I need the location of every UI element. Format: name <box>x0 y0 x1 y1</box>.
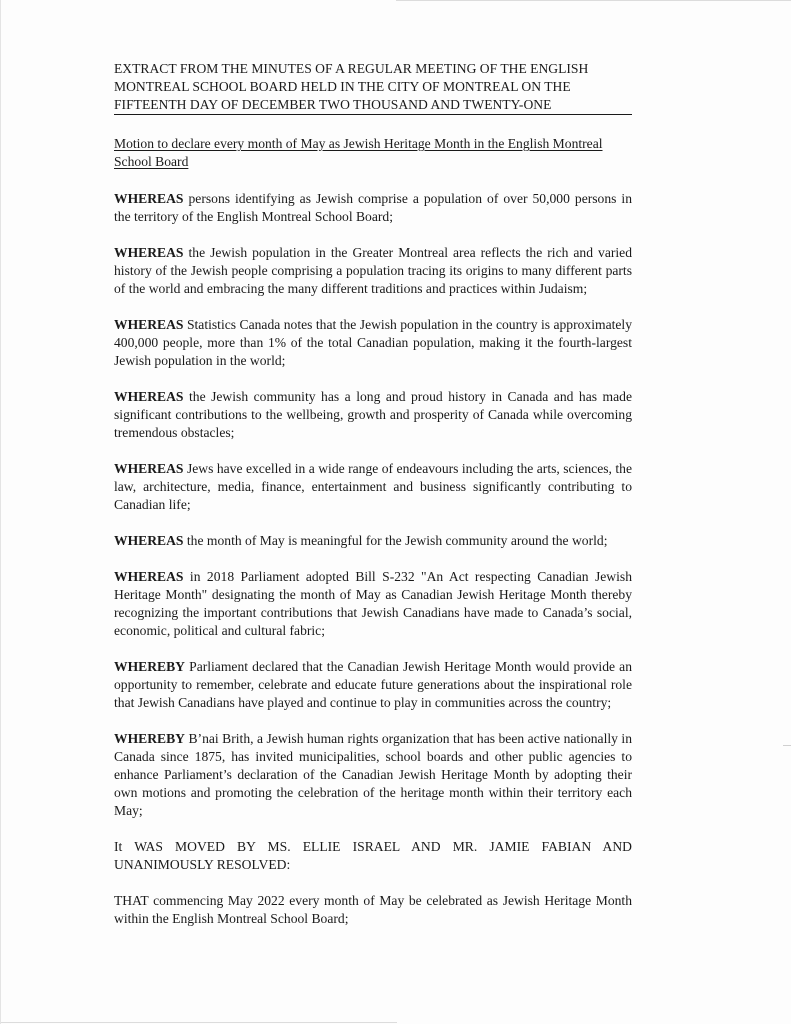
clause-text: the month of May is meaningful for the Jewish community around the world; <box>183 533 608 548</box>
whereby-clause-1 <box>114 658 632 712</box>
scan-mark <box>783 745 791 746</box>
clause-keyword: WHEREAS <box>114 461 184 476</box>
clause-keyword: WHEREAS <box>114 389 184 404</box>
heading-line-3: FIFTEENTH DAY OF DECEMBER TWO THOUSAND AND TWENTY-ONE <box>114 96 632 115</box>
clause-keyword: WHEREAS <box>114 245 184 260</box>
motion-title: Motion to declare every month of May as Jewish Heritage Month in the English Montreal School Board <box>114 136 603 169</box>
scan-edge-top <box>396 0 791 1</box>
clause-text: Parliament declared that the Canadian Jewish Heritage Month would provide an opportunity to remember, celebrate and educate future generations about the inspirational role that Jewish Canadians have played and continue to play in communities across the country; <box>114 659 632 710</box>
whereas-clause-2 <box>114 244 632 298</box>
clause-text: B’nai Brith, a Jewish human rights organization that has been active nationally in Canada since 1875, has invited municipalities, school boards and other public agencies to enhance Parliament’s declaration of the Canadian Jewish Heritage Month by adopting their own motions and promoting the celebration of the heritage month within their territory each May; <box>114 731 632 818</box>
moved-statement: It WAS MOVED BY MS. ELLIE ISRAEL AND MR. JAMIE FABIAN AND UNANIMOUSLY RESOLVED: <box>114 839 632 872</box>
heading-line-2: MONTREAL SCHOOL BOARD HELD IN THE CITY OF MONTREAL ON THE <box>114 79 571 94</box>
clause-text: the Jewish population in the Greater Montreal area reflects the rich and varied history of the Jewish people comprising a population tracing its origins to many different parts of the world and embracing the many different traditions and practices within Judaism; <box>114 245 632 296</box>
clause-text: the Jewish community has a long and proud history in Canada and has made significant contributions to the wellbeing, growth and prosperity of Canada while overcoming tremendous obstacles; <box>114 389 632 440</box>
whereas-clause-7 <box>114 568 632 640</box>
clause-keyword: WHEREAS <box>114 191 184 206</box>
minutes-heading <box>114 60 632 115</box>
clause-keyword: WHEREBY <box>114 731 186 746</box>
clause-keyword: WHEREBY <box>114 659 186 674</box>
clause-text: Statistics Canada notes that the Jewish population in the country is approximately 400,000 people, more than 1% of the total Canadian population, making it the fourth-largest Jewish population in the world; <box>114 317 632 368</box>
whereas-clause-4 <box>114 388 632 442</box>
clause-keyword: WHEREAS <box>114 569 184 584</box>
whereas-clause-6 <box>114 532 632 550</box>
clause-text: Jews have excelled in a wide range of endeavours including the arts, sciences, the law, architecture, media, finance, entertainment and business significantly contributing to Canadian life; <box>114 461 632 512</box>
whereas-clause-5 <box>114 460 632 514</box>
whereas-clause-1 <box>114 190 632 226</box>
heading-line-1: EXTRACT FROM THE MINUTES OF A REGULAR MEETING OF THE ENGLISH <box>114 61 589 76</box>
document-body <box>114 60 632 928</box>
clause-text: persons identifying as Jewish comprise a population of over 50,000 persons in the territory of the English Montreal School Board; <box>114 191 632 224</box>
clause-text: in 2018 Parliament adopted Bill S-232 "An Act respecting Canadian Jewish Heritage Month" designating the month of May as Canadian Jewish Heritage Month thereby recognizing the important contributions that Jewish Canadians have made to Canada’s social, economic, political and cultural fabric; <box>114 569 632 638</box>
whereas-clause-3 <box>114 316 632 370</box>
whereby-clause-2 <box>114 730 632 820</box>
scan-edge-bottom <box>1 1022 397 1023</box>
resolution-clause: THAT commencing May 2022 every month of May be celebrated as Jewish Heritage Month within the English Montreal School Board; <box>114 893 632 926</box>
clause-keyword: WHEREAS <box>114 317 184 332</box>
clause-keyword: WHEREAS <box>114 533 184 548</box>
